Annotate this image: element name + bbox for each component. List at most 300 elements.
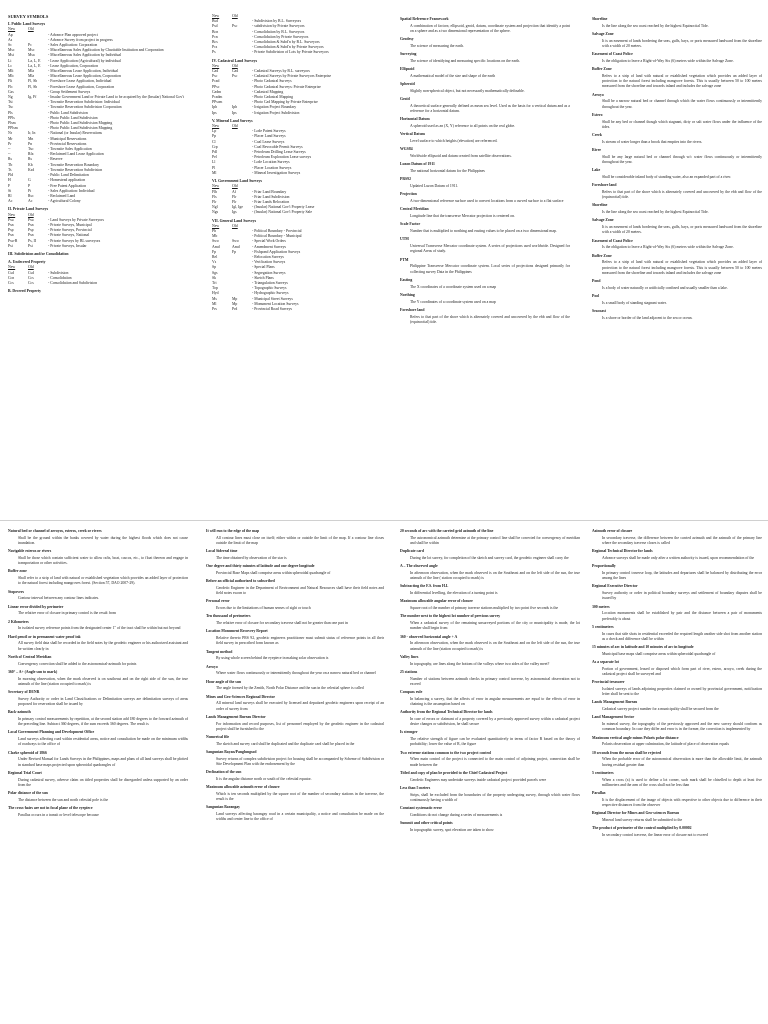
symbol-description: - Lease Application, Corporation [48,63,98,68]
symbol-new: Ml [212,170,217,175]
symbol-description: - Group Settlement Surveys [48,89,91,94]
symbol-old: Fp [232,249,237,254]
term-definition: All contour lines must close on itself; either within or outside the limit of the map. If a contour line closes outside the limit of the map [216,535,384,545]
term-definition: Shall refer to a strip of land with natural or established vegetation which provides an added layer of protection to the natural forest including mangroves forest. (Section 57, DAO 2007-29). [18,576,188,586]
symbol-new: Sc [8,43,12,48]
top-column-3 [400,14,570,514]
symbol-new: -- [8,147,11,152]
symbol-new: Prs [212,306,217,311]
bottom-column-2 [206,526,384,1020]
term-heading: Projection [400,192,417,197]
term-definition: In differential levelling, the elevation of a turning point is [410,591,498,596]
header-old: Old [232,184,238,189]
header-new: New [212,14,220,18]
symbol-description: - Private Surveys, Municipal [48,222,92,227]
term-definition: Philippine Transverse Mercator coordinate system. Local series of projections designed primarily for collecting survey Data in the Philippines [410,264,570,274]
symbol-new: Nr [8,131,13,136]
term-heading: Sangunian Barangay [206,805,241,810]
term-heading: Numerical file [206,735,230,740]
symbol-new: Crp [212,144,218,149]
term-heading: Constant systematic error [400,806,443,811]
term-heading: The number next to the highest lot number of previous survey [400,614,501,619]
term-heading: Declination of the sun [206,770,242,775]
symbol-description: - Public Land Subdivision [48,110,88,115]
symbol-new: Psn [8,233,14,238]
term-definition: Longitude line that the transverse Mercator projection is centered on. [410,214,516,219]
term-definition: In case of errors or claimant of a property covered by a previously approved survey within a cadastral project desire changes or subdivision, he shall secure [410,717,580,727]
symbol-new: Csd [8,270,14,275]
symbol-new: Pp [212,134,217,139]
section-heading: VII. General Land Surveys [212,218,257,223]
term-heading: A – The observed angle [400,564,438,569]
term-definition: Square root of the number of primary traverse stations multiplied by two point five seconds is the [410,606,559,611]
symbol-description: - Photo Cadastral Surveys: Private Enterprise [252,84,321,89]
symbol-description: - Provincial Road Surveys [252,306,292,311]
symbol-old: Pn [28,141,33,146]
symbol-description: - Segregation Surveys [252,270,286,275]
header-old: Old [28,212,34,217]
symbol-new: As [8,37,13,42]
term-heading: Subtracting the F.S. from H.I. [400,584,449,589]
symbol-description: - Municipal Street Surveys [252,296,293,301]
term-definition: Contour interval between any contour lines indicates. [18,596,100,601]
symbol-new: PPscm [212,100,223,105]
term-heading: Horizontal Datum [400,117,430,122]
term-heading: Arroyo [206,664,218,669]
term-heading: Polar distance of the sun [8,791,48,796]
symbol-description: - Friar Land Boundary [252,189,287,194]
symbol-old: Kb [28,162,33,167]
term-definition: Shall be considerable inland body of standing water, also an expanded part of a river. [602,175,732,180]
symbol-new: Cad [212,69,219,74]
symbol-old: Psc [232,24,238,29]
symbol-new: F [8,183,11,188]
symbol-description: - Coal Revocable Permit Surveys [252,144,303,149]
term-definition: The relative error of closure in primary control is the result from [18,611,116,616]
symbol-new: Lc [8,63,13,68]
symbol-description: - Private Surveys, Provincial [48,228,92,233]
symbol-description: - Homestead application [48,178,86,183]
term-definition: When a cadastral survey of the remaining unsurveyed portions of the city or municipality is made, the lot number shall begin from [410,621,580,631]
term-heading: Natural bed or channel of arroyos, esteros, creek or rivers [8,529,102,533]
term-definition: A spheroid used as an (X, Y) reference to all points on the real globe. [410,124,516,129]
symbol-description: - Consolidation by B.L. Surveyors [252,29,305,34]
term-definition: Errors due to the limitations of human senses of sight or touch [216,606,311,611]
term-definition: Strips, shall be excluded from the boundaries of the property undergoing survey, through which water flows continuously having a width of [410,792,580,802]
term-definition: Provincial Base Maps shall comprise areas within spheroidal quadrangle of [216,571,331,575]
symbol-old: Amd [232,244,240,249]
term-definition: Universal Transverse Mercator coordinate system. A series of projections used worldwide. Designed for regional Areas of study. [410,244,570,254]
symbol-new: Ng [8,95,13,100]
symbol-description: - Consolidation and Subdivision [48,280,98,285]
symbol-old: Rfa [28,152,34,157]
term-heading: The cross-hairs are not in focal plane of the eyepiece [8,806,93,811]
header-old: Old [232,14,238,18]
symbol-new: Ac [8,199,13,204]
symbol-old: La, L, E [28,58,41,63]
term-definition: Is a body of water naturally or artificially confined and usually smaller than a lake. [602,285,728,290]
term-definition: During cadastral survey, adverse claim on titled properties shall be disregarded unless supported by an order from the [18,777,188,787]
symbol-new: Bcs [212,40,218,45]
term-heading: PRS92 [400,177,411,182]
symbol-new: Psi [8,243,13,248]
term-heading: Pond [592,279,601,284]
term-heading: Sangunian Bayan/Panglungsod [206,750,257,755]
symbol-new: Fp [212,249,217,254]
symbol-description: - Monument Location Surveys [252,301,299,306]
symbol-old: Ccs [28,275,34,280]
term-heading: Hard pencil or in permanent water proof ink [8,634,81,639]
term-definition: In isolated survey reference points from the designated center 1" of the tract shall be within but not beyond [18,626,181,631]
symbol-old: Pc [28,43,32,48]
term-heading: Azimuth error of closure [592,529,633,533]
top-column-4 [592,14,762,514]
term-definition: Geodetic Engineer in the Department of Environment and Natural Resources shall have their field notes and field notes sworn to [216,586,384,596]
symbol-new: Flr [212,199,217,204]
subsection-heading: A. Undecreed Property [8,260,46,265]
symbol-old: Fl, Sh [28,79,38,84]
term-heading: Regional Director for Mines and Geo-sciences Bureau [592,811,680,816]
symbol-new: -- [8,152,11,157]
symbol-new: Psn [8,222,14,227]
symbol-old: Prd [232,306,238,311]
term-heading: Stopovers [8,589,25,594]
symbol-description: - Townsite Reservation Subdivision Corporation [48,105,122,110]
term-heading: Northing [400,292,415,297]
bottom-column-3 [400,526,580,1020]
symbol-old: Psu [28,217,34,222]
term-heading: Foreshore land [400,307,425,312]
symbol-new: Rel [212,254,218,259]
term-definition: Convergency correction shall be added to the astronomical-azimuth for points [18,661,137,666]
symbol-row [212,171,382,176]
term-definition: The angle formed by the Zenith, North Polar Distance and the sun in the celestial sphere is called [216,686,364,691]
term-definition: When main control of the project is connected to the main control of adjoining project, connection shall be made between the [410,757,580,767]
symbol-new: Ccs [8,280,14,285]
symbol-description: - Provincial Reservations [48,141,87,146]
symbol-new: Cl [212,139,216,144]
symbol-old: Psn [28,222,34,227]
term-heading: WGS84 [400,147,413,152]
symbol-new: Msi [8,53,14,58]
term-definition: Survey Authority or order in Land Classifications or Delimitation surveys are delimitation surveys of areas proposed for reservation shall be issued by [18,696,188,707]
term-definition: Geodetic Engineers may undertake surveys inside cadastral project provided parcels were [410,777,547,782]
term-definition: Land surveys affecting road within residential areas, notice and consultation be made on the minimum widths of roadways to the office of [18,737,188,747]
symbol-description: - Hydrographic Surveys [252,291,289,296]
symbol-old: Mn [28,136,34,141]
term-heading: Mines and Geo-Sciences Regional Director [206,694,276,699]
term-heading: As a separate lot [592,660,619,665]
term-definition: Updated Luzon Datum of 1911. [410,184,459,189]
symbol-new: Ll [212,160,216,165]
term-heading: Clarke spheroid of 1866 [8,750,47,755]
term-definition: Advance surveys shall be made only after a written authority is issued, upon recommendation of the [602,556,755,560]
symbol-description: - Consolidation [48,275,72,280]
top-column-2 [212,14,382,514]
header-new: New [212,184,220,189]
symbol-description: - Public Land Delimitation [48,173,89,178]
term-definition: Shall be any large natural bed or channel through w/c water flows continuously or intermittently throughout the year. [602,154,762,165]
symbol-new: Rl [8,193,12,198]
symbol-description: - Insular Government Land or Private Land to be acquired by the (Insular) National Gov't [48,95,185,100]
symbol-new: Sp [212,265,217,270]
term-definition: Under Revised Manual for Lands Surveys in the Philippines, maps and plans of all land surveys shall be plotted in standard base maps projected upon spheroidal quadrangles of [18,757,188,767]
symbol-description: - Advance Survey from project in progress [48,37,113,42]
term-heading: Estero [592,112,603,117]
symbol-new: Pr [8,141,12,146]
symbol-description: - Advance Plan approved project [48,32,98,37]
symbol-old: Igl, Ige [232,205,243,210]
term-definition: Shall be those which contain sufficient water to allow rafts, boat, cascos, etc., to float thereon and engage in transportation or other activities. [18,556,188,566]
term-definition: In topographic survey, spot elevation are taken to show [410,827,494,832]
symbol-old: Ig, Ff [28,95,37,100]
symbol-old: Cad [232,69,239,74]
term-heading: Surveying [400,52,417,57]
symbol-new: H [8,178,11,183]
term-heading: 20 seconds of arc with the carried grid azimuth of the line [400,529,494,533]
term-heading: Regional Technical Director for lands [592,549,653,554]
symbol-new: Ap [8,32,13,37]
term-heading: Maximum vertical angle minus Polaris polar distance [592,735,679,740]
symbol-new: Mlc [8,74,15,79]
symbol-description: - Municipal Reservations [48,136,87,141]
symbol-description: - Sketch Plans [252,275,274,280]
symbol-new: Msc [8,48,15,53]
term-definition: Number of stations between azimuth checks in primary control traverse, by astronomical observation not to exceed [410,676,580,686]
symbol-description: - Cadastral Surveys by Private Surveyors Enterprise [252,74,332,79]
term-heading: Provincial treasurer [592,680,625,685]
term-heading: Summit and other critical points [400,821,453,826]
symbol-description: - Consolidation & Subd'n by B.L. Surveyors [252,40,320,45]
term-definition: In cases that side shots in residential exceeded the required length another side shot from another station as a check and difference shall be within [602,631,762,641]
term-heading: Before an official authorized to subscribed [206,579,275,584]
term-definition: Which is ten seconds multiplied by the square root of the number of secondary stations in the traverse, the result is the [216,792,384,802]
term-definition: The Y coordinates of a coordinate system used on a map [410,299,496,304]
term-definition: Conditions do not change during a series of measurements is [410,812,503,817]
symbol-description: - Agricultural Colony [48,199,81,204]
term-heading: North of Central Meridian [8,654,52,659]
symbol-new: Sk [212,275,217,280]
section-heading: II. Private Land Surveys [8,207,49,212]
symbol-new: Psu [8,217,14,222]
header-old: Old [28,27,34,32]
term-heading: It will run to the edge of the map [206,529,260,533]
symbol-new: Tb [8,162,13,167]
term-definition: Portion of government, leased or disposed which form part of river, estero, arroyo, creek during the cadastral project shall be surveyed and [602,666,762,677]
term-heading: Local Government Planning and Development Office [8,730,95,735]
header-old: Old [28,265,34,270]
term-definition: When a cross (x) is used to define a lot corner, such mark shall be chiselled to depth at least five millimeters and the arm of the cross shall not be less than [602,777,762,787]
symbol-old: P [28,183,31,188]
term-heading: Vertical Datum [400,132,425,137]
symbol-new: Pl [212,165,216,170]
term-heading: 360 - observed horizontal angle + A [400,634,458,639]
symbol-description: - Photo Cadastral Mapping [252,95,294,100]
symbol-new: Mli [8,69,14,74]
header-old: Old [232,223,238,228]
term-definition: In primary control measurements by repetition, at the second station add 180 degrees to the forward azimuth of the preceding line. Subtract 360 degrees, if the sum exceeds 360 degrees. The result is [18,717,188,727]
symbol-new: Amd [212,244,220,249]
symbol-description: - Sales Application: Individual [48,188,95,193]
symbol-row [8,199,188,204]
symbol-new: Gss [8,89,14,94]
term-heading: Valley lines [400,654,419,659]
term-heading: Shoreline [592,17,608,21]
term-heading: Easement of Coast Police [592,52,633,57]
symbol-new: Swo [212,239,219,244]
term-heading: Luzon Datum of 1911 [400,162,435,167]
header-old: Old [232,124,238,129]
symbol-new: Si [8,188,12,193]
symbol-old: Msa [28,53,35,58]
symbol-old: Ips [232,110,237,115]
term-definition: Shall be any bed or channel though which stagnant, dirty or salt water flows under the influence of the tides. [602,119,762,129]
term-definition: Isolated surveys of lands adjoining properties claimed or owned by provincial government, notification letter shall be sent to the [602,687,762,697]
term-heading: Less than 5 meters [400,785,431,790]
term-definition: Shall be a narrow natural bed or channel through which the water flows continuously or intermittently throughout the year. [602,99,762,109]
symbol-old: Ksd [28,167,35,172]
term-definition: Refers to a strip of land with natural or established vegetation which provides an added layer of protection to the natural forest including mangrove forests. This is usually between 50 to 100 meters measured from the shoreline and towards inland and includes the salvage zone [602,260,762,275]
section-heading: VI. Government Land Surveys [212,179,262,184]
term-definition: Refers to a strip of land with natural or established vegetation which provides an added layer of protection to the natural forest including mangrove forests. This is usually between 50 to 100 meters measured from the shoreline and towards inland and includes the salvage zone [602,74,762,89]
term-heading: 15 minutes of arc in latitude and 10 minutes of arc in longitude [592,645,694,650]
symbol-new: Pcadm [212,95,223,100]
term-heading: Regional Executive Director [592,584,638,589]
term-heading: Titled and copy of plan be provided to the Chief Cadastral Project [400,770,508,775]
symbol-new: Pel [212,155,217,160]
symbol-new: Ngl [212,205,218,210]
symbol-old: Rs [28,157,33,162]
symbol-description: - (Insular) National Gov't Property Sale [252,210,313,215]
symbol-old: Pi [28,188,32,193]
symbol-description: - Verification Surveys [252,260,286,265]
term-definition: In balancing a survey, that the affects of error in angular measurements are equal to the effects of error in chaining is the assumption based on [410,696,580,707]
symbol-old: Ir, In [28,131,36,136]
term-heading: 300 meters [592,604,610,609]
symbol-old: La, L, E [28,63,41,68]
symbol-old: Mla [28,69,35,74]
term-definition: A combination of factors; ellipsoid, geoid, datum, coordinate system and projection that identify a point on a sphere and as a two dimensional representation of the sphere. [410,23,570,33]
term-definition: The distance between the sun and north celestial pole is the [18,797,109,802]
symbol-new: Ngs [212,210,219,215]
symbol-description: - Private Surveys by BL surveyors [48,238,101,243]
term-heading: 10 seconds from the mean shall be rejected [592,750,662,755]
term-definition: By using whole screen behind the eyepiece in making solar observation is [216,656,329,661]
term-definition: The time obtained by observation of the star is [216,556,287,560]
term-definition: The science of identifying and measuring specific locations on the earth. [410,59,521,63]
term-heading: 360° – A+ (Angle sun to mark) [8,669,58,674]
term-heading: Lake [592,168,601,173]
term-heading: Parallax [592,791,606,796]
term-heading: Central Meridian [400,207,429,212]
term-definition: The national horizontal datum for the Philippines [410,169,485,174]
header-new: New [212,223,220,228]
term-definition: A two-dimensional reference surface used to convert locations from a curved surface to a flat surface [410,199,564,204]
symbol-old [232,171,252,176]
symbol-description: - Political Boundary - Municipal [252,234,302,239]
symbol-description: - Photo Public Land Subdivision [48,115,98,120]
symbol-description: - Private Surveys, Insular [48,243,87,248]
symbol-new: Flb [212,189,218,194]
symbol-description: - Townsite Sales Application [48,147,92,152]
term-heading: Local Sidereal time [206,549,238,554]
term-definition: Slightly non-spherical object, but not necessarily mathematically definable. [410,89,525,93]
term-heading: Foreshore land [592,183,617,188]
symbol-new: Ml [212,301,217,306]
symbol-new: Rs [8,157,13,162]
term-heading: Linear error divided by perimeter [8,604,64,609]
term-heading: 25 stations [400,669,418,674]
term-definition: Municipal base maps shall comprise areas within spheroidal quadrangle of [602,651,716,656]
term-definition: It is an easement of lands bordering the seas, gulfs, bays, or ports measured landward from the shoreline with a width of 20 meters. [602,38,762,48]
term-definition: It is an easement of lands bordering the seas, gulfs, bays, or ports measured landward from the shoreline with a width of 20 meters. [602,225,762,235]
symbol-description: - Petroleum Exploration Lease surveys [252,155,312,160]
term-definition: Shall be the ground within the banks covered by water during the highest floods which does not cause inundation. [18,535,188,545]
symbol-old: Mp [232,301,238,306]
term-definition: A mathematical model of the size and shape of the earth [410,74,496,78]
symbol-new: Mr [8,136,13,141]
symbol-description: - Townsite Reservation Boundary [48,162,100,167]
symbol-old: Flr [232,194,237,199]
term-definition: Number that is multiplied to northing and easting values to be placed on a two dimensional map. [410,229,557,234]
term-definition: Where water flows continuously or intermittently throughout the year on a narrow natural bed or channel [216,671,376,676]
symbol-description: - Lode Patent Surveys [252,129,286,134]
symbol-description: - Sales Application: Corporation [48,43,98,48]
symbol-description: - Consolidation & Subd'n by Private Surveyors [252,45,324,50]
symbol-description: - Irrigation Project Boundary [252,105,297,110]
symbol-new: Bcn [212,29,219,34]
symbol-description: - Free Patent Application [48,183,87,188]
term-heading: One degree and thirty minutes of latitude and one degree longitude [206,564,315,569]
symbol-new: Pld [8,173,14,178]
symbol-description: - Photo Cad Mapping by Private Enterprise [252,100,318,105]
term-definition: In afternoon observation, when the mark observed is on the Southeast and on the left side of the sun, the true azimuth of the line (station occupied to mark) is [410,641,580,651]
symbol-old: Csd [28,270,34,275]
symbol-new: Hyd [212,291,219,296]
term-definition: For information and record purposes, list of personnel employed by the geodetic engineer in the cadastral project shall be furnished to the [216,721,384,731]
term-definition: Survey authority or order in political boundary surveys and settlement of boundary disputes shall be issued by [602,591,762,601]
symbol-new: Fli [8,79,13,84]
term-definition: During the lot survey, for completion of the sketch and survey card, the geodetic engineer shall carry the [410,556,569,560]
symbol-description: - (Insular) National Gov't Property Lease [252,205,315,210]
term-heading: Seacoast [592,309,606,314]
symbol-old: Mla [28,74,35,79]
symbol-description: - Placer Land Surveys [252,134,286,139]
symbol-old: Psp [28,228,34,233]
symbol-new: Flc [8,84,13,89]
term-definition: In afternoon observation, when the mark observed is on the Southeast and on the left side of the sun, the true azimuth of the line ( station occupied to mark) is [410,571,580,581]
term-heading: Personal error [206,599,230,604]
symbol-row [212,307,382,312]
symbol-new: Psc [212,74,218,79]
symbol-description: - Coal Lease Surveys [252,139,285,144]
term-definition: Is a small body of standing stagnant water. [602,300,667,305]
symbol-new: Sgs [212,270,218,275]
symbol-old: Psi [28,243,33,248]
symbol-old: Ps, II [28,238,37,243]
symbol-description: - Political Boundary - Provincial [252,228,302,233]
symbol-old: G [28,178,31,183]
symbol-new: Cadm [212,89,222,94]
term-definition: A theoretical surface generally defined as mean sea level. Used as the basis for a vertical datum and as a reference for a horizontal datum. [410,104,570,114]
symbol-new: Top [212,286,218,291]
symbol-row [212,111,382,116]
term-definition: Level surface to which heights (elevation) are referenced. [410,139,498,144]
section-heading: V. Mineral Land Surveys [212,118,253,123]
term-heading: Scale Factor [400,222,421,227]
term-heading: Back-azimuth [8,710,31,715]
term-heading: PTM [400,257,409,262]
